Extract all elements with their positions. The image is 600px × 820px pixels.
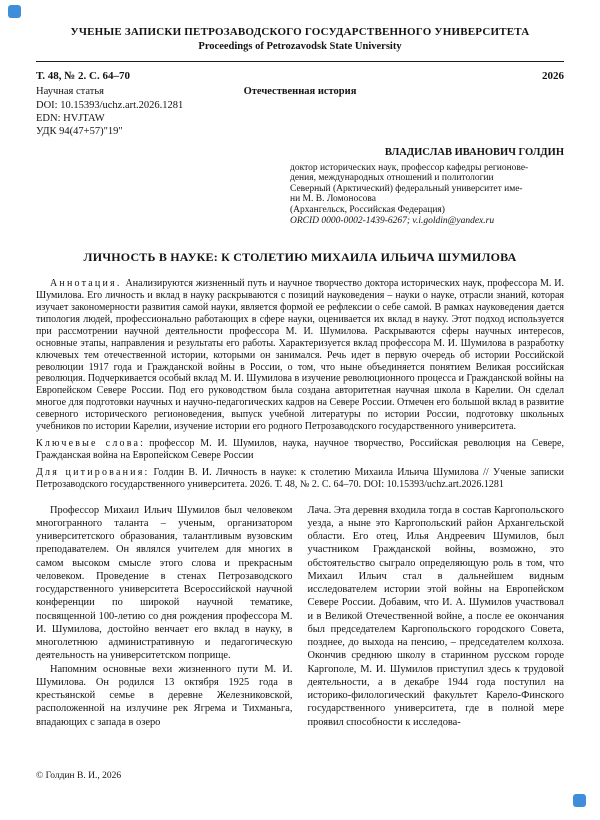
type-section-row <box>36 86 564 99</box>
author-location: (Архангельск, Российская Федерация) <box>290 204 445 215</box>
body-columns <box>36 504 564 729</box>
keywords-text: профессор М. И. Шумилов, наука, научное творчество, Российская революция на Севере, Гражданская война на Европейском Севере России <box>36 437 564 461</box>
author-name: ВЛАДИСЛАВ ИВАНОВИЧ ГОЛДИН <box>384 147 564 158</box>
blue-corner-marker-icon <box>8 5 21 18</box>
author-block <box>290 148 564 226</box>
citation-label: Для цитирования: <box>36 466 150 478</box>
abstract-label: Аннотация. <box>50 278 122 290</box>
author-affiliation-line: Северный (Арктический) федеральный университет име- <box>290 183 523 194</box>
body-paragraph: Напомним основные вехи жизненного пути М. И. Шумилова. Он родился 13 октября 1925 года в крестьянской семье в деревне Железниковской, расположенной на излучине рек Ягрема и Тихманьга, впадающих с запада в озеро <box>36 663 293 728</box>
volume-info: Т. 48, № 2. С. 64–70 <box>36 70 130 82</box>
author-affiliation-line: доктор исторических наук, профессор кафедры регионове- <box>290 162 529 173</box>
copyright-notice: © Голдин В. И., 2026 <box>36 771 122 781</box>
abstract-text: Анализируются жизненный путь и научное творчество доктора исторических наук, профессора М. И. Шумилова. Его личность и вклад в науку раскрываются с позиций науковедения – науки о науке, отрасли знаний, которая изучает закономерности развития самой науки, является формой ее рефлексии о себе самой. В рамках науковедения дается типология людей, профессионально работающих в сфере науки, оценивается их вклад в науку. Этот подход используется при рассмотрении научной деятельности профессора М. И. Шумилова. Раскрываются сферы научных интересов, основные этапы, направления и результаты его работы. Характеризуется вклад профессора М. И. Шумилова в разработку ключевых тем отечественной истории, которыми он занимался. Речь идет в первую очередь об истории Российской революции 1917 года и Гражданской войны в России, о том, что ныне объединяется понятием Великая российская революция. Подчеркивается особый вклад М. И. Шумилова в изучение революционного процесса и Гражданской войны на Европейском Севере России. Под его руководством была создана авторитетная научная школа в Карелии. Он сделал многое для подготовки научных и научно-педагогических кадров на Севере России. Отмечен его большой вклад в развитие северного исторического регионоведения, выпуск учебной литературы по истории России, подготовку школьных учебников по истории Карелии, изучение истории его родного Петрозаводского государственного университета. <box>36 278 564 433</box>
citation <box>36 467 564 491</box>
edn: EDN: HVJTAW <box>36 113 105 124</box>
abstract <box>36 278 564 433</box>
author-affiliation-line: дения, международных отношений и политологии <box>290 173 494 184</box>
udk: УДК 94(47+57)"19" <box>36 126 123 137</box>
journal-title-en: Proceedings of Petrozavodsk State University <box>198 41 402 52</box>
year: 2026 <box>542 70 564 82</box>
keywords <box>36 438 564 462</box>
blue-corner-marker-icon <box>573 794 586 807</box>
citation-text: Голдин В. И. Личность в науке: к столетию Михаила Ильича Шумилова // Ученые записки Петрозаводского государственного университета. 2026. Т. 48, № 2. С. 64–70. DOI: 10.15393/uchz.art.2026.1281 <box>36 466 564 490</box>
header-rule <box>36 61 564 62</box>
author-orcid-email: ORCID 0000-0002-1439-6267; v.i.goldin@yandex.ru <box>290 215 495 226</box>
author-affiliation-line: ни М. В. Ломоносова <box>290 194 376 205</box>
body-paragraph: Профессор Михаил Ильич Шумилов был человеком многогранного таланта – ученым, организатором университетского образования, талантливым вузовским преподавателем. Он являлся учителем для многих в самом высоком смысле этого слова и прекрасным человеком. Проведение в стенах Петрозаводского государственного университета Всероссийской научной конференции по широкой научной тематике, посвященной 100-летию со дня рождения профессора М. И. Шумилова, достойно венчает его вклад в науку, в многолетнюю административную и педагогическую деятельность на университетском поприще. <box>36 504 293 662</box>
doi: DOI: 10.15393/uchz.art.2026.1281 <box>36 100 184 111</box>
right-column <box>308 504 565 729</box>
body-paragraph: Лача. Эта деревня входила тогда в состав Каргопольского уезда, а ныне это Каргопольский район Архангельской области. Его отец, Илья Андреевич Шумилов, был участником Гражданской войны, возможно, это обстоятельство сыграло определяющую роль в том, что Михаил Ильич стал в дальнейшем видным исследователем истории этой войны на Европейском Севере России. Добавим, что И. А. Шумилов участвовал и в Великой Отечественной войне, а после ее окончания был председателем Каргопольского городского Совета, позднее, до выхода на пенсию, – председателем колхоза. Окончив среднюю школу в старинном русском городе Каргополе, М. И. Шумилов приступил здесь к трудовой деятельности, а в декабре 1944 года поступил на историко-филологический факультет Карело-Финского государственного университета, где в полной мере проявил способности к исследова- <box>307 504 564 728</box>
section-name: Отечественная история <box>243 86 357 97</box>
volume-year-row <box>36 70 564 82</box>
journal-title-ru: УЧЕНЫЕ ЗАПИСКИ ПЕТРОЗАВОДСКОГО ГОСУДАРСТВЕННОГО УНИВЕРСИТЕТА <box>70 26 530 38</box>
article-type: Научная статья <box>36 86 104 97</box>
left-column <box>36 504 293 729</box>
keywords-label: Ключевые слова: <box>36 437 146 449</box>
article-title: ЛИЧНОСТЬ В НАУКЕ: К СТОЛЕТИЮ МИХАИЛА ИЛЬИЧА ШУМИЛОВА <box>83 250 517 265</box>
